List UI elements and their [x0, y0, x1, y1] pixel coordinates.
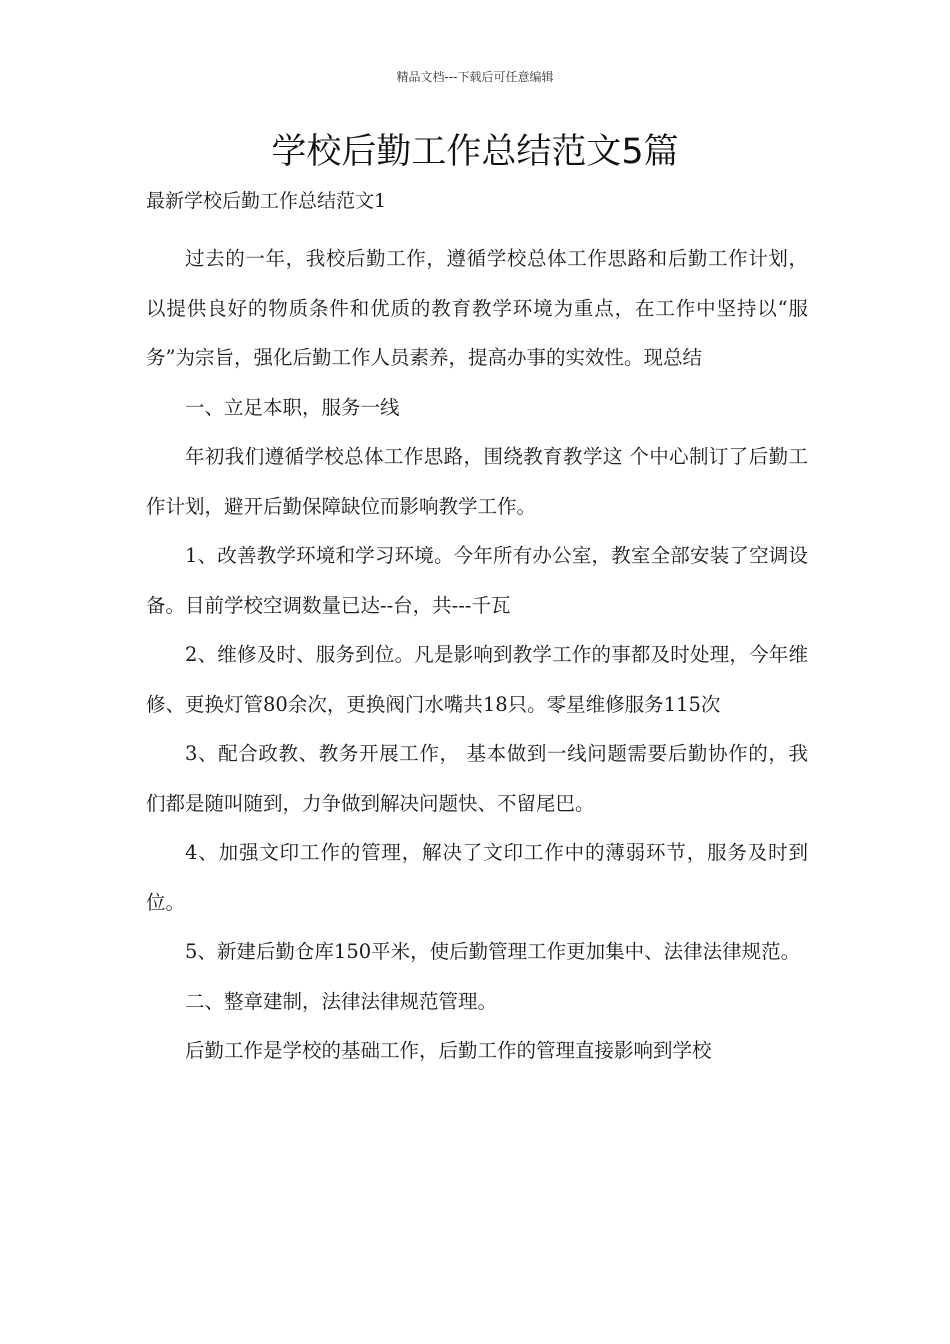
document-body	[146, 234, 808, 1076]
paragraph-intro: 过去的一年，我校后勤工作，遵循学校总体工作思路和后勤工作计划，以提供良好的物质条件和优质的教育教学环境为重点，在工作中坚持以“服务”为宗旨，强化后勤工作人员素养，提高办事的实效性。现总结	[146, 247, 808, 369]
paragraph-management: 后勤工作是学校的基础工作，后勤工作的管理直接影响到学校	[185, 1039, 712, 1062]
paragraph-item-2: 2、维修及时、服务到位。凡是影响到教学工作的事都及时处理，今年维修、更换灯管80余次，更换阀门水嘴共18只。零星维修服务115次	[146, 643, 808, 716]
paragraph-heading-2: 二、整章建制，法律法律规范管理。	[185, 989, 498, 1013]
section-subtitle: 最新学校后勤工作总结范文1	[146, 190, 387, 212]
paragraph-plan: 年初我们遵循学校总体工作思路，围绕教育教学这 个中心制订了后勤工作计划，避开后勤保障缺位而影响教学工作。	[146, 445, 808, 518]
paragraph-item-4: 4、加强文印工作的管理，解决了文印工作中的薄弱环节，服务及时到位。	[146, 841, 808, 914]
paragraph-heading-1: 一、立足本职，服务一线	[185, 395, 400, 419]
document-title: 学校后勤工作总结范文5篇	[271, 132, 679, 172]
paragraph-item-5: 5、新建后勤仓库150平米，使后勤管理工作更加集中、法律法律规范。	[185, 940, 801, 963]
paragraph-item-1: 1、改善教学环境和学习环境。今年所有办公室，教室全部安装了空调设备。目前学校空调数量已达--台，共---千瓦	[146, 544, 808, 617]
paragraph-item-3: 3、配合政教、教务开展工作， 基本做到一线问题需要后勤协作的，我们都是随叫随到，力争做到解决问题快、不留尾巴。	[146, 742, 808, 815]
header-note: 精品文档---下载后可任意编辑	[396, 70, 554, 84]
